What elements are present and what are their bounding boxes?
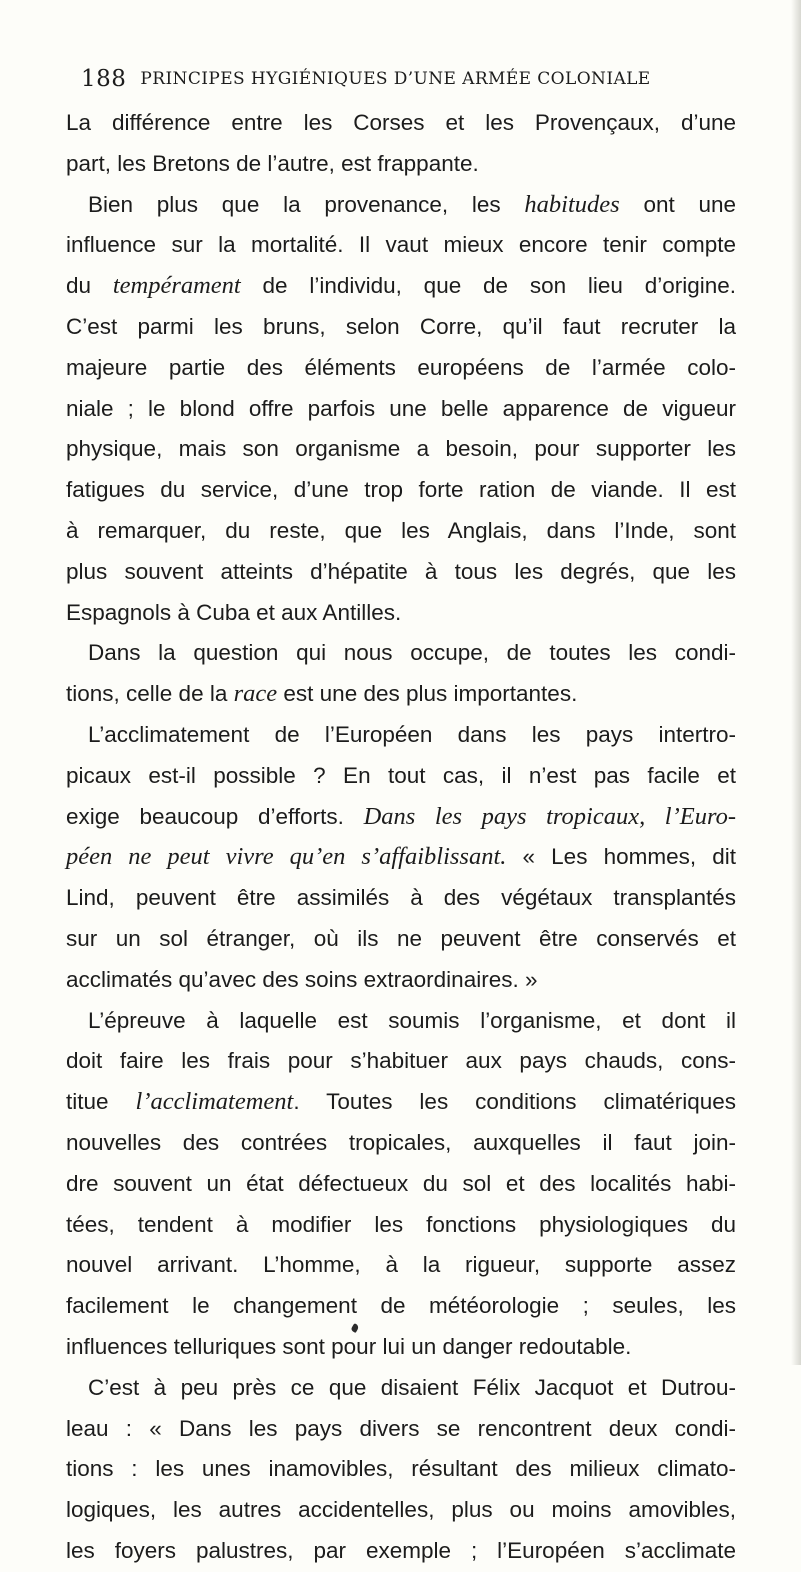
text-line	[66, 552, 736, 593]
text-run: « Les hommes, dit	[506, 844, 736, 870]
text-run: fatigues du service, d’une trop forte ration de viande. Il est	[66, 477, 736, 503]
italic-text: tempérament	[112, 272, 241, 300]
text-line	[66, 1041, 736, 1082]
text-line	[66, 389, 736, 430]
text-run: C’est parmi les bruns, selon Corre, qu’il faut recruter la	[66, 313, 736, 339]
text-line	[66, 715, 736, 756]
body-text	[66, 103, 736, 1572]
text-line	[66, 674, 736, 715]
text-line	[66, 756, 736, 797]
italic-text: péen ne peut vivre qu’en s’affaiblissant.	[66, 843, 507, 871]
running-head	[81, 62, 741, 96]
text-line	[66, 1123, 736, 1164]
text-line	[66, 511, 736, 552]
text-run: physique, mais son organisme a besoin, pour supporter les	[66, 436, 736, 462]
page-edge-shadow	[791, 0, 801, 1365]
text-line	[66, 837, 736, 878]
text-line	[66, 797, 736, 838]
text-run: majeure partie des éléments européens de l’armée colo-	[66, 354, 736, 380]
text-run: exige beaucoup d’efforts.	[66, 803, 364, 829]
text-line	[66, 1001, 736, 1042]
text-run: acclimatés qu’avec des soins extraordinaires. »	[66, 966, 538, 992]
text-line	[66, 633, 736, 674]
running-title: PRINCIPES HYGIÉNIQUES D’UNE ARMÉE COLONIALE	[140, 69, 651, 89]
text-line	[66, 1245, 736, 1286]
text-run: picaux est-il possible ? En tout cas, il n’est pas facile et	[66, 762, 736, 788]
text-line	[66, 144, 736, 185]
text-run: . Toutes les conditions climatériques	[293, 1089, 737, 1115]
text-line	[66, 1490, 736, 1531]
text-line	[66, 593, 736, 634]
text-run: doit faire les frais pour s’habituer aux pays chauds, cons-	[66, 1048, 736, 1074]
text-run: du	[66, 273, 113, 299]
text-line	[66, 348, 736, 389]
text-line	[66, 1449, 736, 1490]
text-run: La différence entre les Corses et les Provençaux, d’une	[66, 110, 736, 135]
text-run: plus souvent atteints d’hépatite à tous les degrés, que les	[66, 558, 736, 584]
text-run: L’épreuve à laquelle est soumis l’organisme, et dont il	[88, 1007, 736, 1033]
text-run: logiques, les autres accidentelles, plus ou moins amovibles,	[66, 1497, 736, 1523]
text-line	[66, 1286, 736, 1327]
text-run: influence sur la mortalité. Il vaut mieux encore tenir compte	[66, 232, 736, 258]
text-line	[66, 185, 736, 226]
text-run: Dans la question qui nous occupe, de toutes les condi-	[88, 640, 736, 666]
text-run: leau : « Dans les pays divers se rencontrent deux condi-	[66, 1415, 736, 1441]
text-line	[66, 878, 736, 919]
text-line	[66, 225, 736, 266]
text-run: de l’individu, que de son lieu d’origine.	[240, 273, 737, 299]
text-run: est une des plus importantes.	[277, 681, 578, 707]
text-run: titue	[66, 1089, 136, 1115]
text-line	[66, 103, 736, 144]
text-run: ont une	[619, 191, 737, 217]
text-line	[66, 429, 736, 470]
text-line	[66, 1531, 736, 1572]
text-run: les foyers palustres, par exemple ; l’Européen s’acclimate	[66, 1537, 736, 1563]
text-line	[66, 1164, 736, 1205]
text-run: Espagnols à Cuba et aux Antilles.	[66, 599, 402, 625]
text-line	[66, 470, 736, 511]
text-run: Lind, peuvent être assimilés à des végétaux transplantés	[66, 885, 736, 911]
italic-text: race	[233, 680, 278, 708]
text-line	[66, 1368, 736, 1409]
text-line	[66, 919, 736, 960]
text-run: part, les Bretons de l’autre, est frappante.	[66, 150, 479, 176]
text-run: tées, tendent à modifier les fonctions physiologiques du	[66, 1211, 736, 1237]
italic-text: habitudes	[524, 190, 620, 218]
text-line	[66, 307, 736, 348]
text-run: tions, celle de la	[66, 681, 234, 707]
text-run: tions : les unes inamovibles, résultant des milieux climato-	[66, 1456, 736, 1482]
text-run: à remarquer, du reste, que les Anglais, dans l’Inde, sont	[66, 517, 736, 543]
text-line	[66, 266, 736, 307]
italic-text: Dans les pays tropicaux, l’Euro-	[363, 802, 736, 830]
text-line	[66, 1327, 736, 1368]
text-run: influences telluriques sont pour lui un danger redoutable.	[66, 1333, 632, 1359]
text-line	[66, 1409, 736, 1450]
text-run: L’acclimatement de l’Européen dans les pays intertro-	[88, 721, 736, 747]
text-line	[66, 1205, 736, 1246]
text-run: sur un sol étranger, où ils ne peuvent être conservés et	[66, 925, 736, 951]
text-run: nouvelles des contrées tropicales, auxquelles il faut join-	[66, 1129, 736, 1155]
text-run: niale ; le blond offre parfois une belle apparence de vigueur	[66, 395, 736, 421]
text-run: facilement le changement de météorologie ; seules, les	[66, 1293, 736, 1319]
italic-text: l’acclimatement	[135, 1088, 294, 1116]
text-line	[66, 1082, 736, 1123]
text-run: nouvel arrivant. L’homme, à la rigueur, supporte assez	[66, 1252, 736, 1278]
text-run: C’est à peu près ce que disaient Félix Jacquot et Dutrou-	[88, 1374, 736, 1400]
text-run: dre souvent un état défectueux du sol et des localités habi-	[66, 1170, 736, 1196]
page-number: 188	[81, 66, 127, 92]
text-run: Bien plus que la provenance, les	[88, 191, 525, 217]
text-line	[66, 960, 736, 1001]
